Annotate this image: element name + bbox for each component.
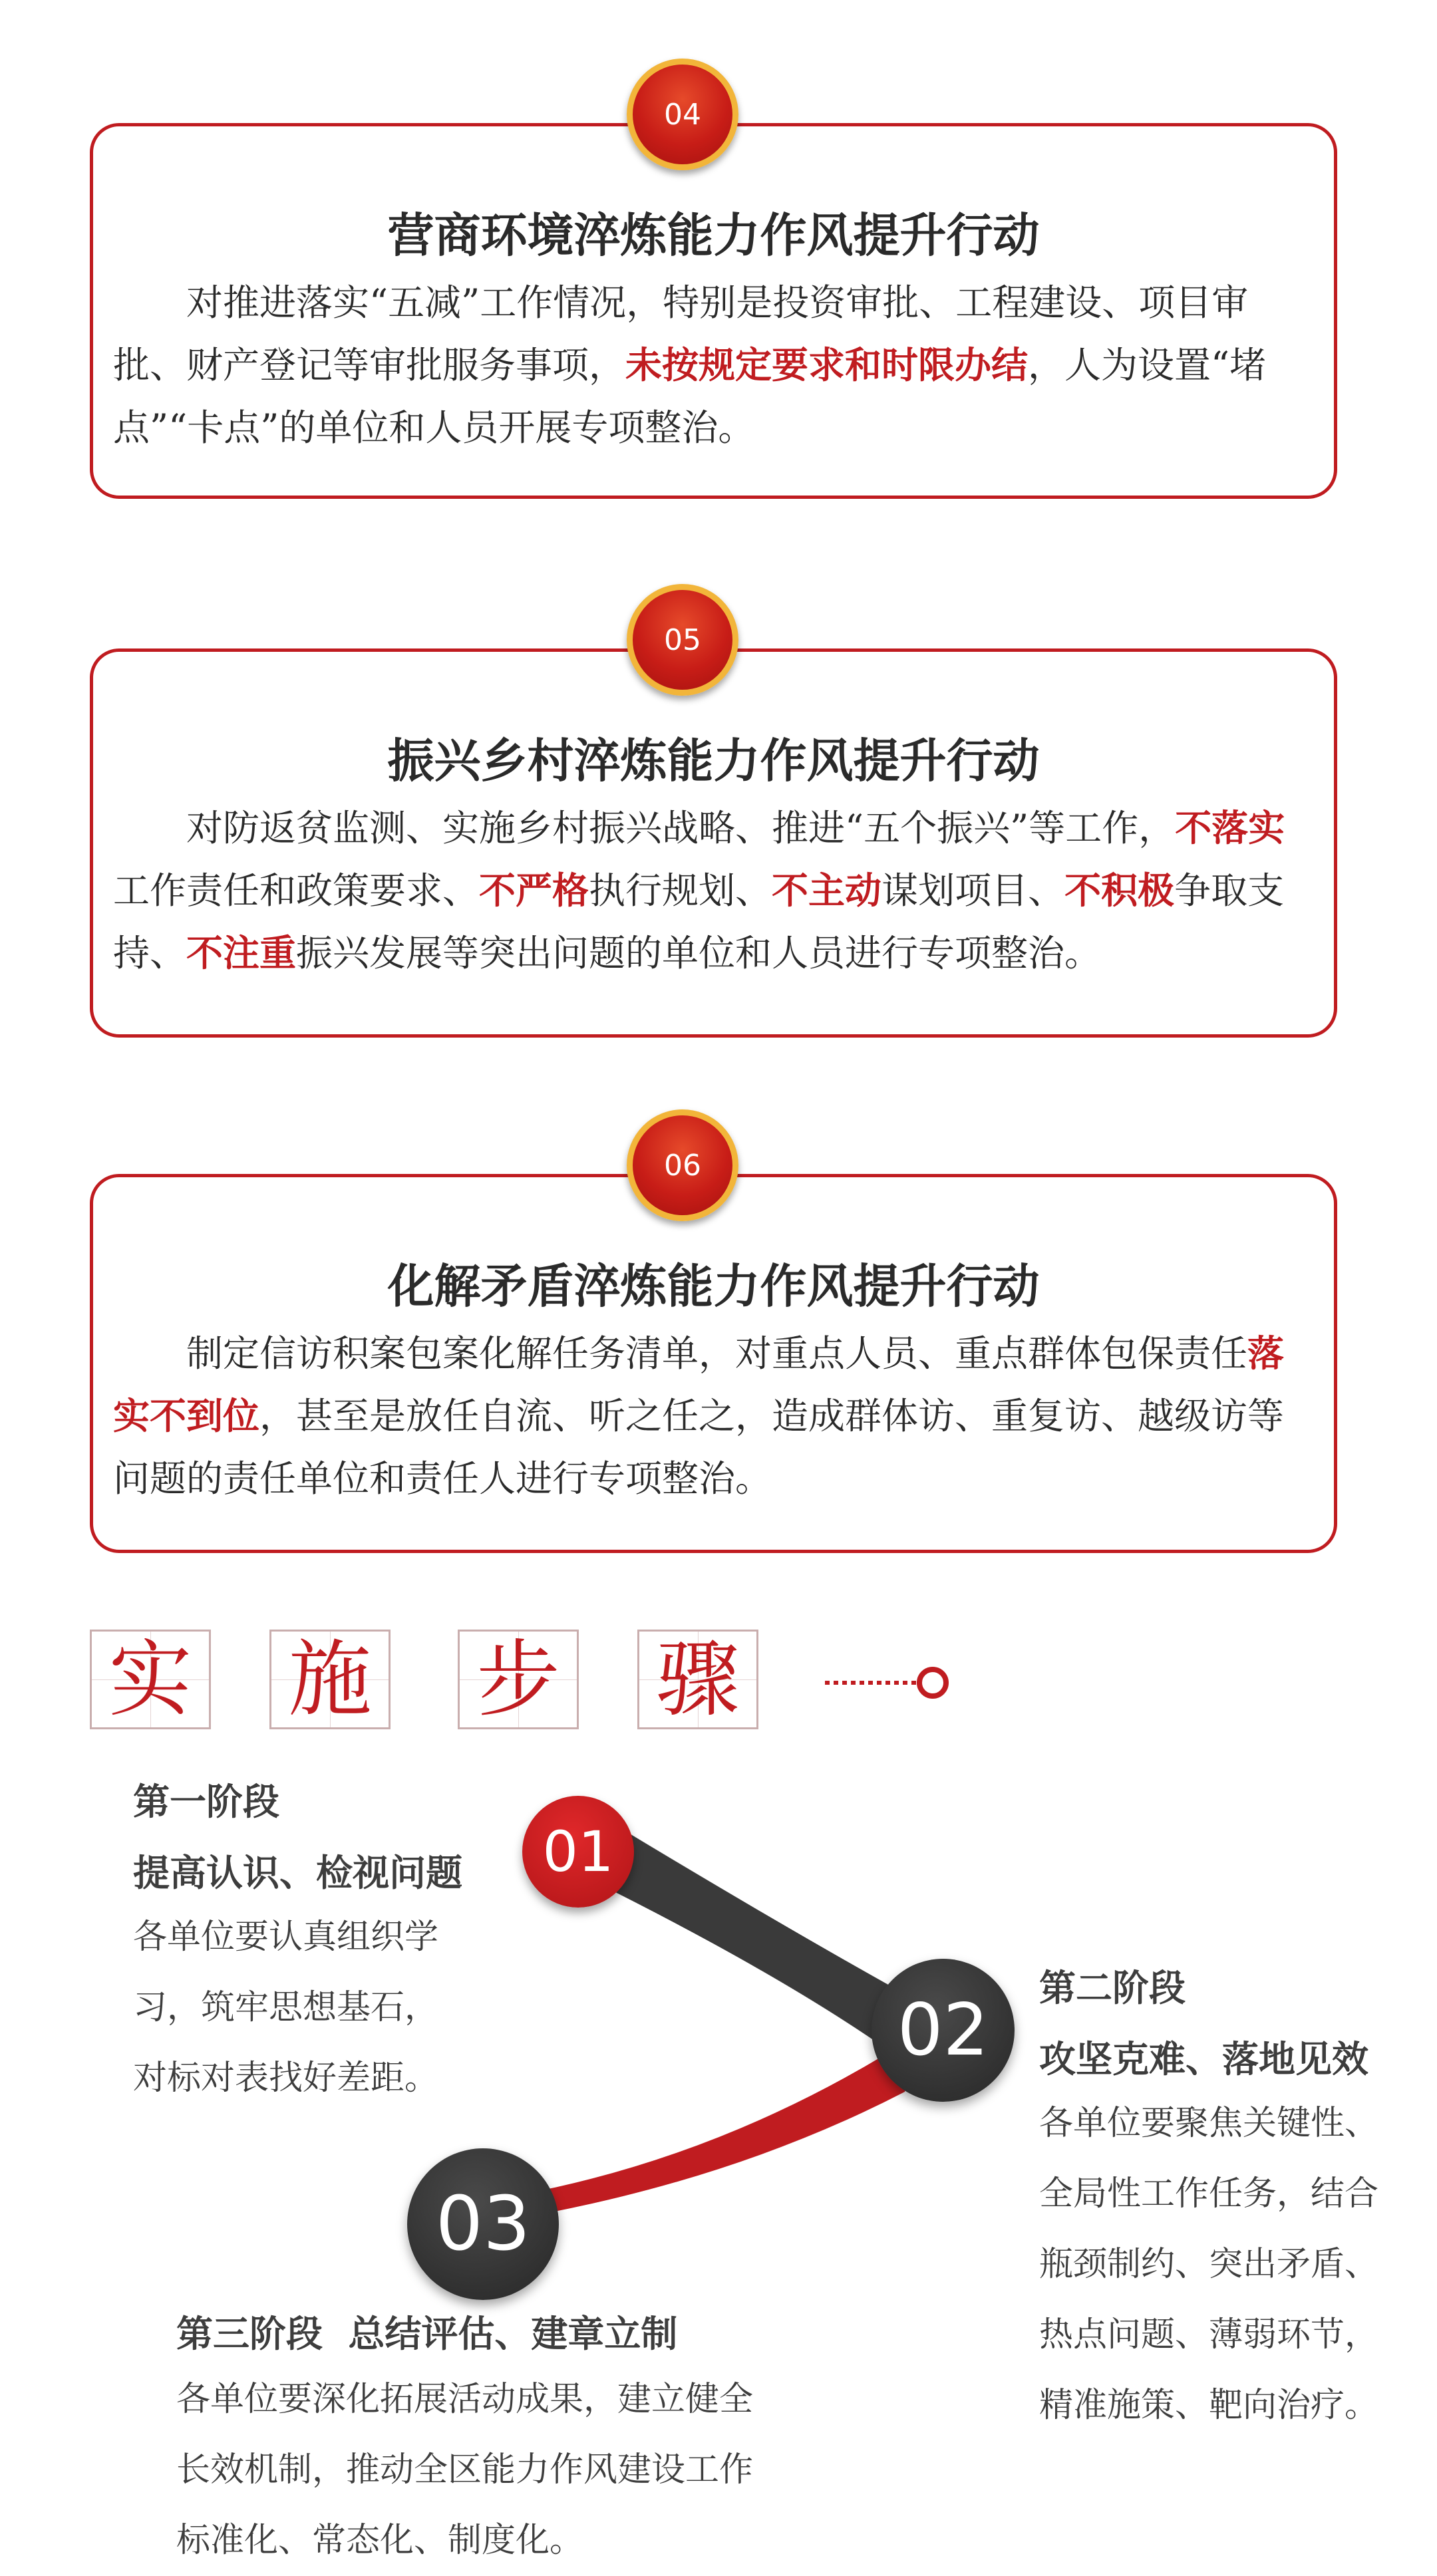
- highlight-text: 不落实: [1175, 806, 1285, 849]
- action-number-badge: 06: [627, 1109, 738, 1221]
- stage-desc-line: 瓶颈制约、突出矛盾、: [1039, 2245, 1379, 2284]
- action-title: 营商环境淬炼能力作风提升行动: [387, 208, 1040, 263]
- stage-03-heading: [176, 2305, 677, 2357]
- stage-01-circle: 01: [522, 1796, 634, 1908]
- stage-desc-line: 各单位要深化拓展活动成果，建立健全: [176, 2380, 754, 2419]
- highlight-text: 不积极: [1064, 869, 1175, 912]
- stage-03-circle: 03: [407, 2148, 559, 2300]
- stage-desc-line: 长效机制，推动全区能力作风建设工作: [176, 2450, 754, 2490]
- stage-01-title: 提高认识、检视问题: [133, 1852, 463, 1894]
- stage-03-desc: [176, 2364, 753, 2576]
- stage-desc-line: 对标对表找好差距。: [133, 2059, 439, 2098]
- body-text: 工作责任和政策要求、: [113, 869, 480, 912]
- heading-char: 骤: [637, 1630, 758, 1729]
- stage-desc-line: 各单位要聚焦关键性、: [1039, 2104, 1379, 2143]
- action-body: [113, 797, 1321, 984]
- action-body: [113, 1322, 1321, 1510]
- body-text: 制定信访积案包案化解任务清单，对重点人员、重点群体包保责任: [186, 1332, 1248, 1375]
- body-text: ，甚至是放任自流、听之任之，造成群体访、重复访、越级访等问题的责任单位和责任人进行专项整治。: [113, 1395, 1285, 1500]
- heading-char: 施: [269, 1630, 391, 1729]
- highlight-text: 不注重: [186, 931, 297, 974]
- action-title: 化解矛盾淬炼能力作风提升行动: [387, 1258, 1040, 1314]
- action-card-06: [90, 1174, 1337, 1553]
- stage-desc-line: 全局性工作任务，结合: [1039, 2174, 1379, 2214]
- body-text: 谋划项目、: [881, 869, 1065, 912]
- heading-char: 步: [458, 1630, 579, 1729]
- stage-02-phase: 第二阶段: [1039, 1967, 1186, 2009]
- action-body: [113, 271, 1321, 459]
- stage-03-title: 总结评估、建章立制: [348, 2313, 678, 2355]
- highlight-text: 不主动: [772, 869, 882, 912]
- stage-01-phase: 第一阶段: [133, 1781, 280, 1823]
- action-card-05: [90, 648, 1337, 1038]
- highlight-text: 落实不到位: [113, 1332, 1285, 1437]
- action-number-badge: 05: [627, 584, 738, 696]
- stage-02-title: 攻坚克难、落地见效: [1039, 2038, 1369, 2080]
- stage-desc-line: 热点问题、薄弱环节，: [1039, 2315, 1379, 2355]
- highlight-text: 未按规定要求和时限办结: [625, 343, 1029, 386]
- stage-03-phase: 第三阶段: [176, 2313, 323, 2355]
- action-card-04: [90, 123, 1337, 499]
- highlight-text: 不严格: [479, 869, 589, 912]
- heading-char: 实: [90, 1630, 211, 1729]
- action-title: 振兴乡村淬炼能力作风提升行动: [387, 733, 1040, 788]
- body-text: 对推进落实“五减”工作情况，特别是投资审批、工程建设、项目审批、财产登记等审批服务事项，: [113, 281, 1249, 386]
- stage-desc-line: 精准施策、靶向治疗。: [1039, 2386, 1379, 2425]
- stage-02-desc: [1039, 2088, 1378, 2441]
- stage-desc-line: 标准化、常态化、制度化。: [176, 2521, 584, 2560]
- body-text: 执行规划、: [589, 869, 772, 912]
- stage-desc-line: 各单位要认真组织学: [133, 1918, 439, 1957]
- body-text: 争取支持、: [113, 869, 1285, 974]
- stage-02-circle: 02: [872, 1959, 1015, 2102]
- heading-dotted-line-icon: [825, 1663, 958, 1703]
- body-text: 对防返贫监测、实施乡村振兴战略、推进“五个振兴”等工作，: [186, 807, 1176, 849]
- action-number-badge: 04: [627, 59, 738, 170]
- stage-desc-line: 习，筑牢思想基石，: [133, 1988, 439, 2027]
- stage-01-desc: [133, 1902, 438, 2114]
- body-text: ，人为设置“堵点”“卡点”的单位和人员开展专项整治。: [113, 344, 1267, 449]
- body-text: 振兴发展等突出问题的单位和人员进行专项整治。: [296, 932, 1102, 974]
